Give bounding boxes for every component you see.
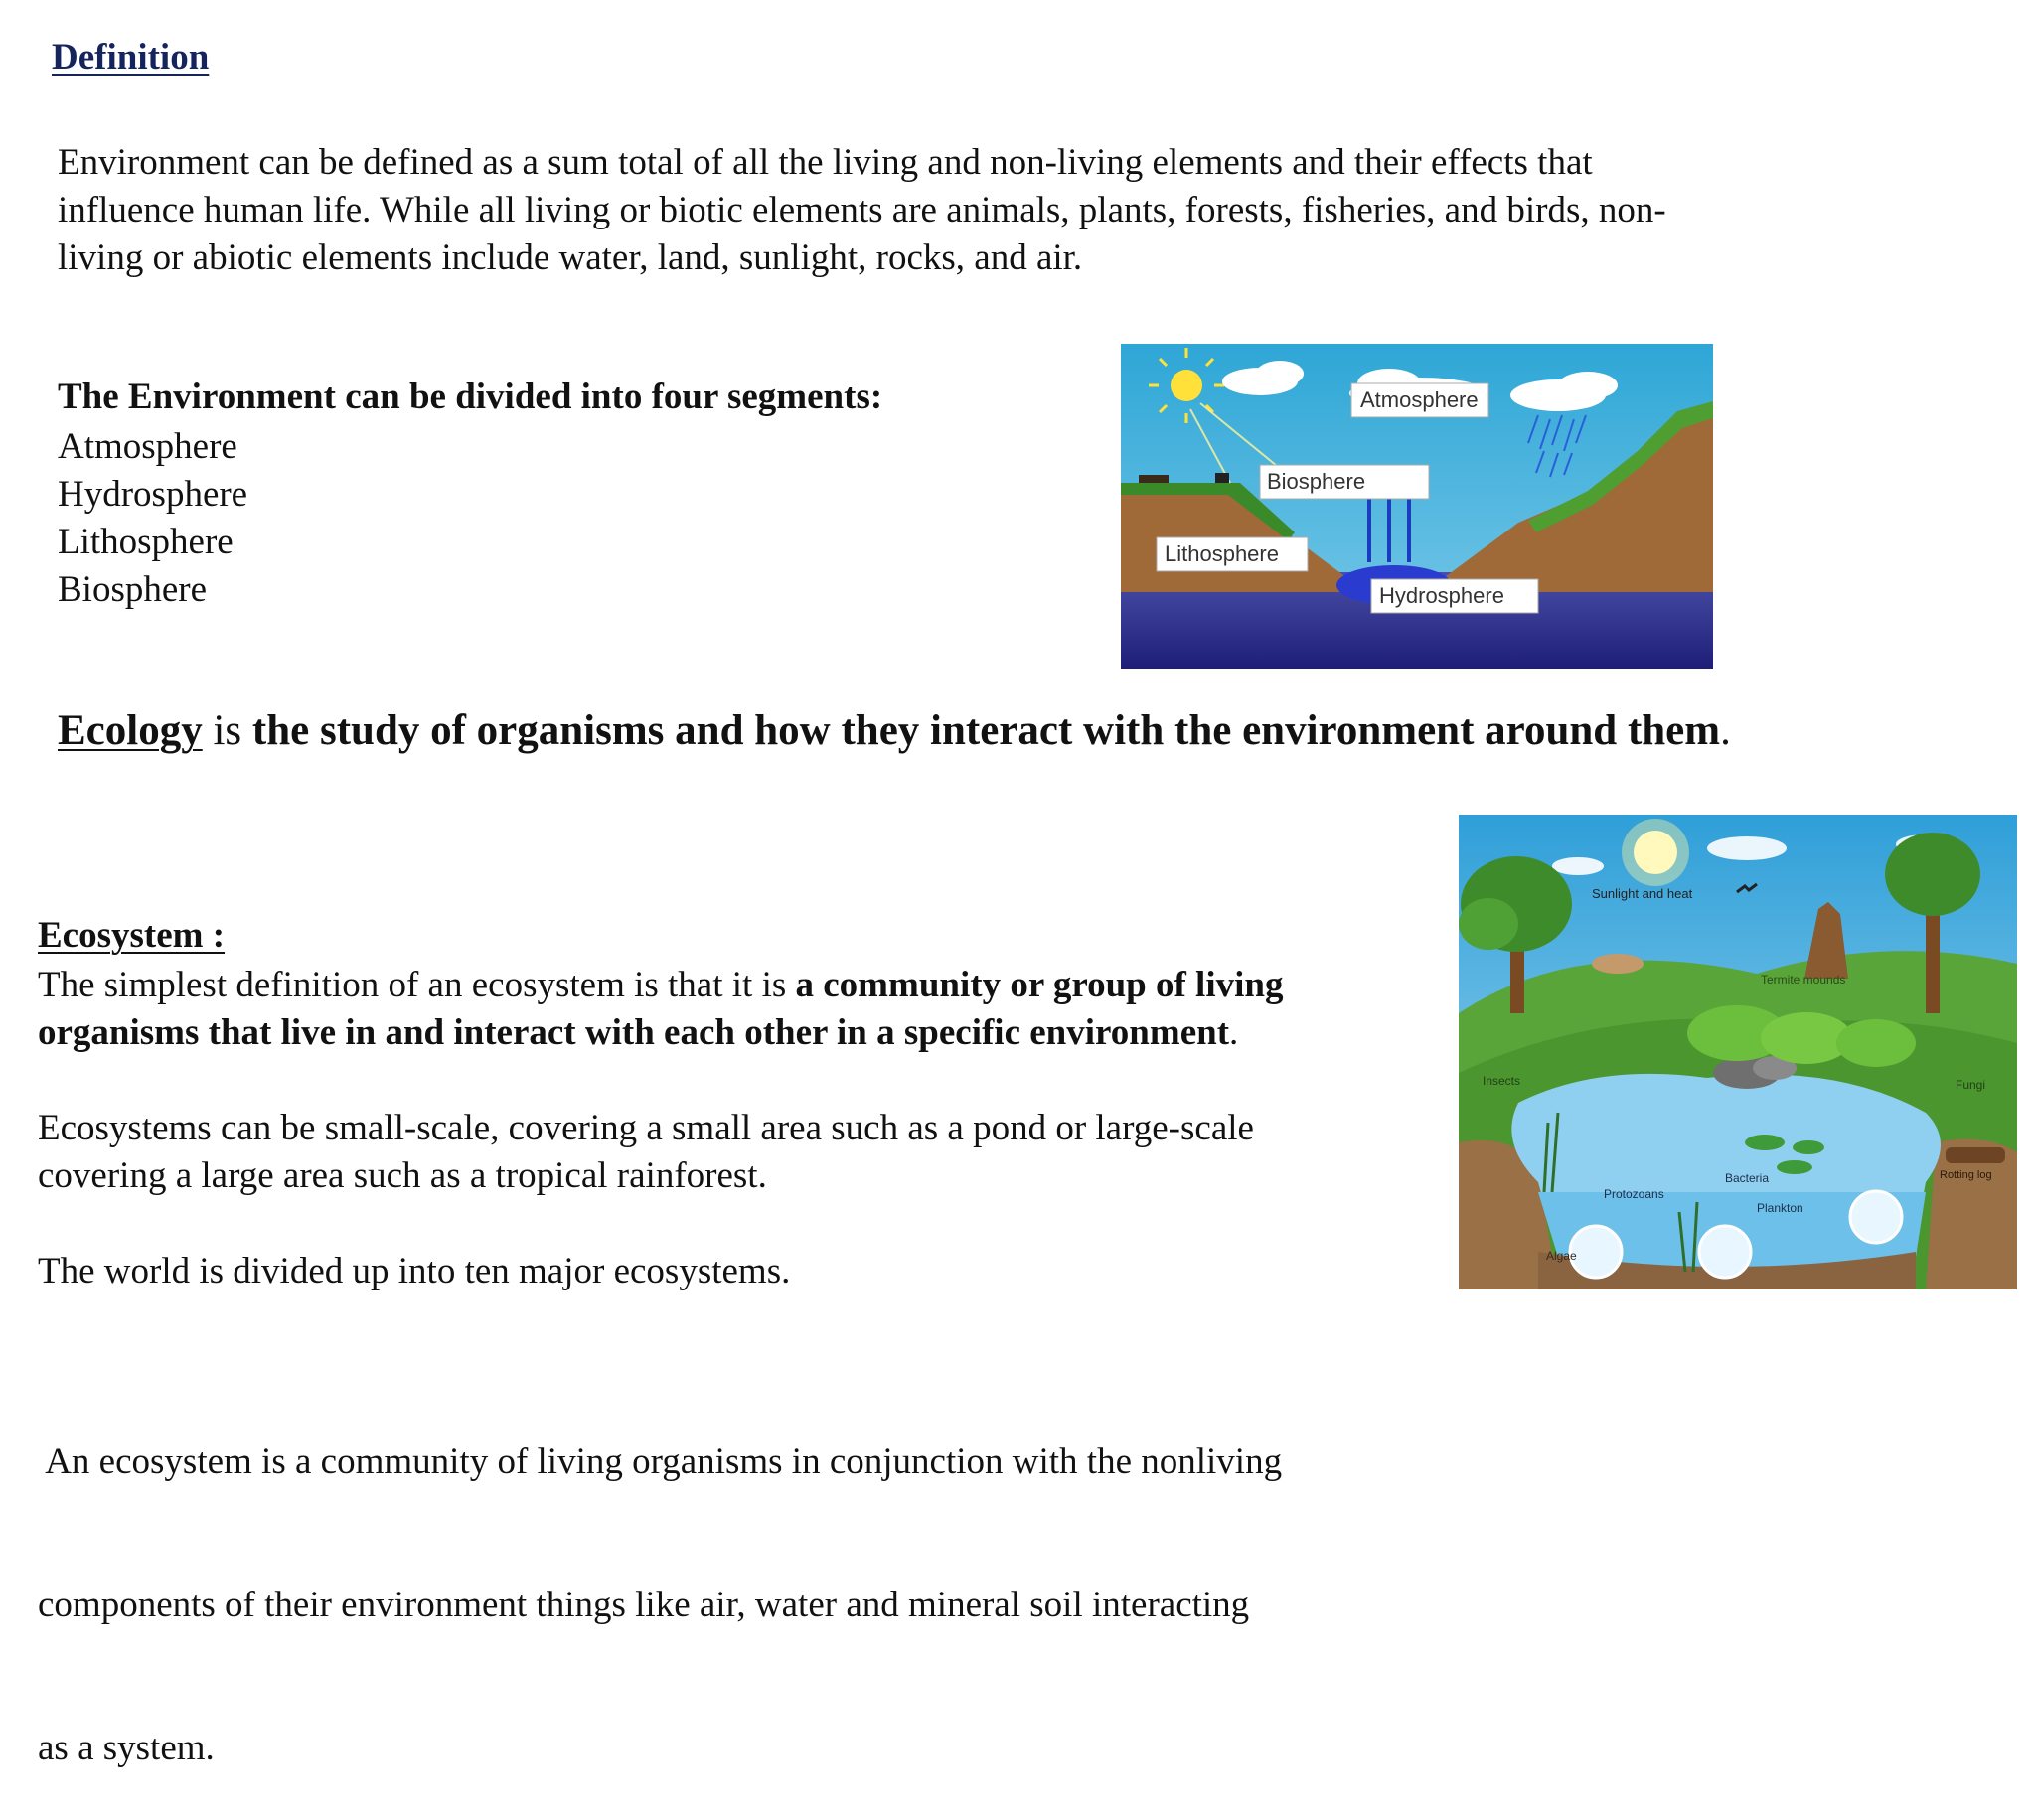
- label-termite-mounds: Termite mounds: [1761, 973, 1846, 986]
- ecosystem-line: components of their environment things like air, water and mineral soil interacting: [38, 1585, 1250, 1625]
- ecosystem-p1-bold: organisms that live in and interact with each other in a specific environment: [38, 1012, 1230, 1053]
- label-hydrosphere: Hydrosphere: [1379, 583, 1504, 608]
- ecosystem-line: The world is divided up into ten major ecosystems.: [38, 1251, 791, 1291]
- segment-item: Lithosphere: [58, 522, 234, 562]
- label-bacteria: Bacteria: [1725, 1171, 1770, 1185]
- segment-item: Atmosphere: [58, 426, 237, 467]
- label-biosphere: Biosphere: [1267, 469, 1366, 494]
- ecosystem-line: An ecosystem is a community of living organisms in conjunction with the nonliving: [38, 1441, 1283, 1482]
- segments-list: [58, 423, 247, 614]
- label-fungi: Fungi: [1956, 1078, 1986, 1092]
- ecosystem-line: [38, 1009, 1409, 1057]
- ecology-period: .: [1720, 707, 1731, 754]
- definition-paragraph: [58, 139, 1846, 282]
- ecosystem-line: covering a large area such as a tropical rainforest.: [38, 1155, 767, 1196]
- ecosystem-paragraph-1: [38, 962, 1409, 1057]
- segment-item: Biosphere: [58, 569, 208, 610]
- ecosystem-line: as a system.: [38, 1728, 215, 1768]
- label-sunlight-heat: Sunlight and heat: [1592, 886, 1693, 901]
- definition-line: Environment can be defined as a sum total of all the living and non-living elements and their effects that: [58, 142, 1593, 183]
- ecosystem-paragraph-2: [38, 1105, 1409, 1200]
- ecosystem-p1-plain: The simplest definition of an ecosystem is that it is: [38, 965, 796, 1005]
- definition-heading: Definition: [52, 37, 210, 77]
- ecology-definition: [58, 707, 1866, 755]
- label-protozoans: Protozoans: [1604, 1187, 1664, 1201]
- definition-line: living or abiotic elements include water, land, sunlight, rocks, and air.: [58, 237, 1083, 278]
- segments-title: The Environment can be divided into four segments:: [58, 377, 883, 417]
- ecosystem-paragraph-4: [38, 1343, 1409, 1820]
- ecosystem-heading: Ecosystem :: [38, 915, 226, 956]
- ecosystem-line: [38, 962, 1409, 1009]
- definition-line: influence human life. While all living or biotic elements are animals, plants, forests, fisheries, and birds, non-: [58, 190, 1666, 230]
- label-algae: Algae: [1546, 1249, 1577, 1263]
- label-lithosphere: Lithosphere: [1165, 541, 1279, 566]
- segment-item: Hydrosphere: [58, 474, 248, 515]
- ecosystem-p1-bold: a community or group of living: [795, 965, 1284, 1005]
- ecosystem-figure: [1459, 815, 2017, 1289]
- ecosystem-p1-end: .: [1229, 1012, 1239, 1053]
- label-insects: Insects: [1483, 1074, 1521, 1088]
- ecosystem-paragraph-3: [38, 1248, 1409, 1295]
- label-rotting-log: Rotting log: [1940, 1169, 1992, 1181]
- ecology-definition-text: the study of organisms and how they interact with the environment around them: [251, 707, 1721, 754]
- ecology-connector: is: [202, 707, 252, 754]
- environment-segments-figure: [1121, 344, 1713, 669]
- label-plankton: Plankton: [1757, 1201, 1803, 1215]
- label-atmosphere: Atmosphere: [1360, 387, 1479, 412]
- ecosystem-line: Ecosystems can be small-scale, covering a small area such as a pond or large-scale: [38, 1108, 1254, 1148]
- ecology-term: Ecology: [58, 707, 203, 754]
